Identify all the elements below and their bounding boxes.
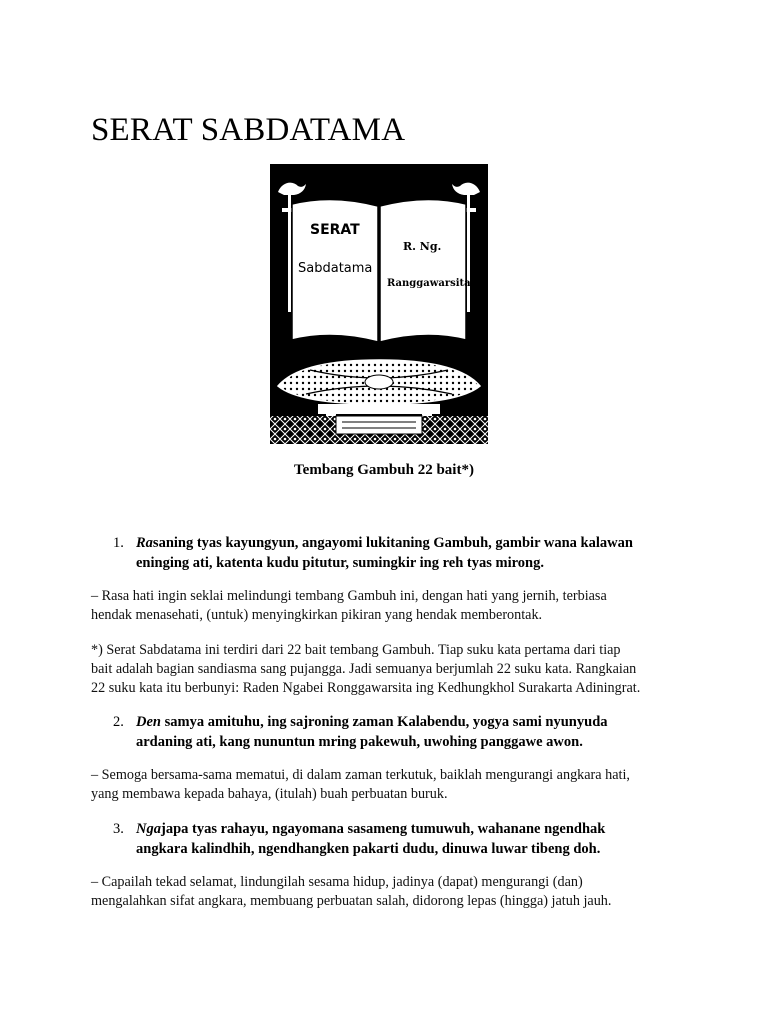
verse-acrostic: Ra [136, 535, 153, 551]
verse-line-2: ardaning ati, kang nununtun mring pakewuh, uwohing panggawe awon. [136, 734, 583, 750]
book-right-line2: Ranggawarsita [387, 278, 471, 289]
verse-text: saning tyas kayungyun, angayomi lukitaning Gambuh, gambir wana kalawan [152, 535, 633, 551]
verse-line-2: eninging ati, katenta kudu pitutur, sumingkir ing reh tyas mirong. [136, 555, 544, 571]
translation-paragraph [91, 587, 691, 625]
open-book-icon [292, 199, 471, 347]
translation-line: – Capailah tekad selamat, lindungilah sesama hidup, jadinya (dapat) mengurangi (dan) [91, 874, 583, 890]
footnote-paragraph [91, 641, 691, 698]
verse-acrostic: Den [136, 714, 161, 730]
verse-item [113, 819, 673, 859]
book-left-line2: Sabdatama [298, 261, 373, 276]
book-left-line1: SERAT [310, 222, 360, 238]
translation-line: yang membawa kepada bahaya, (itulah) buah perbuatan buruk. [91, 786, 448, 802]
verse-line-1 [136, 533, 673, 553]
book-right-line1: R. Ng. [403, 240, 442, 253]
verse-number: 3. [113, 821, 124, 837]
verse-text: samya amituhu, ing sajroning zaman Kalabendu, yogya sami nyunyuda [160, 714, 608, 730]
translation-paragraph [91, 873, 691, 911]
book-illustration [270, 164, 488, 444]
verse-number: 1. [113, 535, 124, 551]
cushion-ornament [278, 360, 480, 404]
document-title: SERAT SABDATAMA [91, 112, 406, 148]
footnote-line: *) Serat Sabdatama ini terdiri dari 22 bait tembang Gambuh. Tiap suku kata pertama dari tiap [91, 642, 621, 658]
footnote-line: bait adalah bagian sandiasma sang pujangga. Jadi semuanya berjumlah 22 suku kata. Rangkaian [91, 661, 637, 677]
verse-line-2: angkara kalindhih, ngendhangken pakarti dudu, dinuwa luwar tibeng doh. [136, 841, 601, 857]
verse-item [113, 533, 673, 573]
translation-line: – Rasa hati ingin seklai melindungi tembang Gambuh ini, dengan hati yang jernih, terbiasa [91, 588, 607, 604]
verse-line-1 [136, 819, 673, 839]
translation-line: mengalahkan sifat angkara, membuang perbuatan salah, didorong lepas (hingga) jatuh jauh. [91, 893, 612, 909]
translation-line: – Semoga bersama-sama mematui, di dalam zaman terkutuk, baiklah mengurangi angkara hati, [91, 767, 630, 783]
verse-text: japa tyas rahayu, ngayomana sasameng tumuwuh, wahanane ngendhak [160, 821, 606, 837]
verse-number: 2. [113, 714, 124, 730]
translation-line: hendak menasehati, (untuk) menyingkirkan pikiran yang hendak memberontak. [91, 607, 543, 623]
verse-item [113, 712, 673, 752]
verse-line-1 [136, 712, 673, 732]
translation-paragraph [91, 766, 691, 804]
base-stand-ornament [270, 404, 488, 444]
figure-caption: Tembang Gambuh 22 bait*) [294, 462, 474, 478]
verse-acrostic: Nga [136, 821, 161, 837]
footnote-line: 22 suku kata itu berbunyi: Raden Ngabei Ronggawarsita ing Kedhungkhol Surakarta Adiningrat. [91, 680, 641, 696]
